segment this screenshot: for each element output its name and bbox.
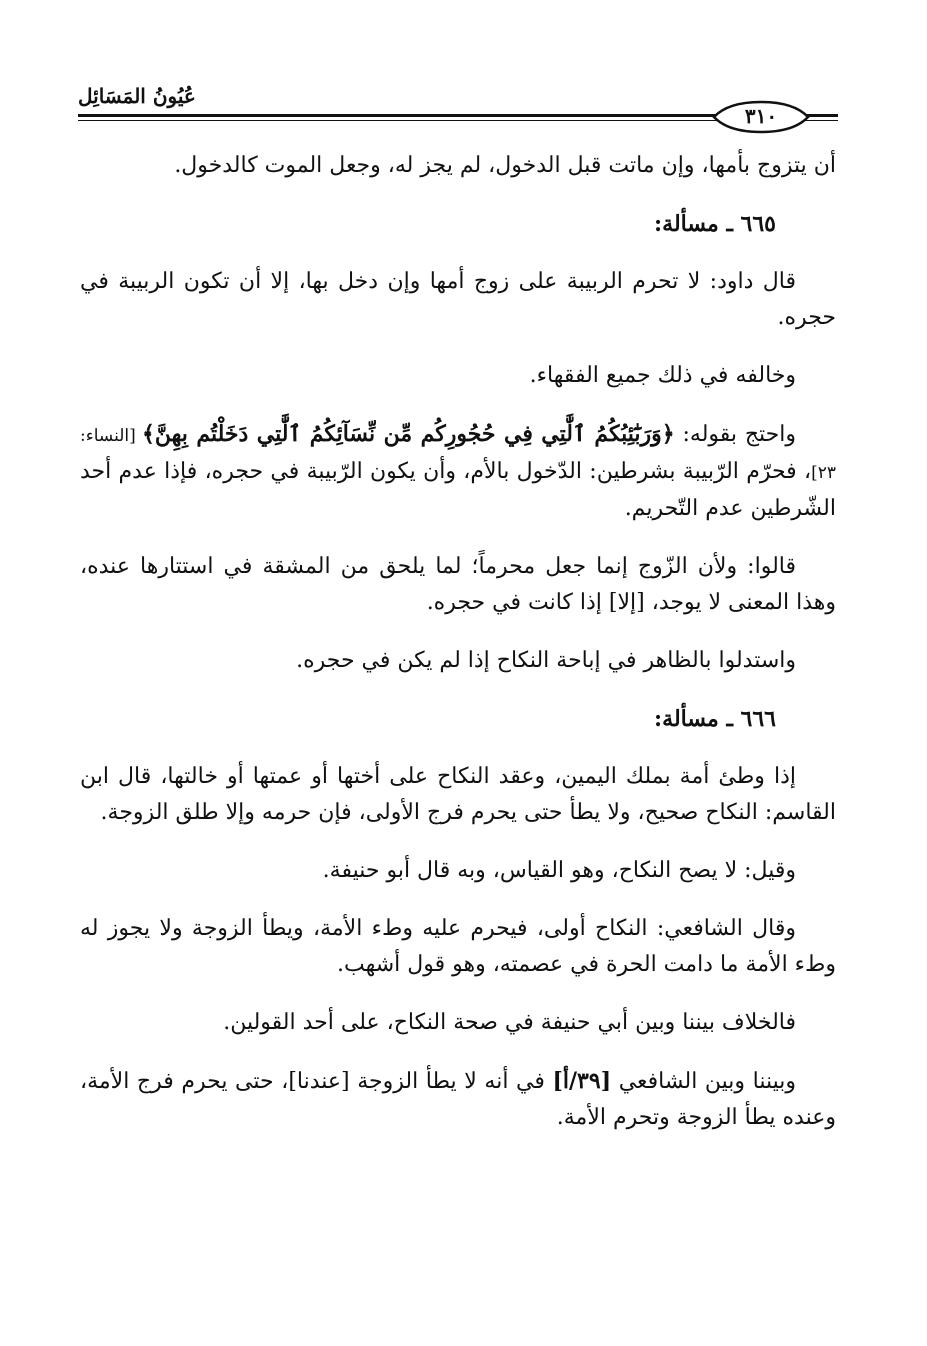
issue-heading: ٦٦٦ ـ مسألة: (654, 706, 776, 732)
paragraph: وخالفه في ذلك جميع الفقهاء. (529, 363, 796, 388)
paragraph: وقال الشافعي: النكاح أولى، فيحرم عليه وطء الأمة، ويطأ الزوجة ولا يجوز له وطء الأمة ما دامت الحرة في عصمته، وهو قول أشهب. (80, 916, 836, 977)
paragraph (80, 416, 836, 527)
paragraph: قال داود: لا تحرم الربيبة على زوج أمها وإن دخل بها، إلا أن تكون الربيبة في حجره. (80, 269, 836, 330)
page-content (80, 148, 836, 1158)
manuscript-folio-marker: [٣٩/أ] (552, 1068, 612, 1094)
paragraph-text: وبيننا وبين الشافعي (611, 1069, 797, 1094)
paragraph: قالوا: ولأن الزّوج إنما جعل محرماً؛ لما يلحق من المشقة في استتارها عنده، وهذا المعنى لا يوجد، [إلا] إذا كانت في حجره. (80, 554, 836, 615)
header-rule-thin (78, 120, 718, 121)
paragraph-text: في أنه لا يطأ الزوجة [عندنا]، حتى يحرم فرج الأمة، وعنده يطأ الزوجة وتحرم الأمة. (80, 1069, 836, 1130)
page-header (78, 78, 838, 138)
paragraph-text: ، فحرّم الرّبيبة بشرطين: الدّخول بالأم، وأن يكون الرّبيبة في حجره، فإذا عدم أحد الشّرطين عدم التّحريم. (80, 459, 836, 521)
book-title: عُيُونُ المَسَائِل (78, 84, 196, 108)
verse-reference: [النساء: ٢٣] (80, 426, 836, 483)
paragraph-text: واحتج بقوله: (674, 422, 796, 447)
paragraph: وقيل: لا يصح النكاح، وهو القياس، وبه قال أبو حنيفة. (322, 858, 796, 883)
paragraph: إذا وطئ أمة بملك اليمين، وعقد النكاح على أختها أو عمتها أو خالتها، قال ابن القاسم: النكاح صحيح، ولا يطأ حتى يحرم فرج الأولى، فإن حرمه وإلا طلق الزوجة. (80, 764, 836, 825)
quran-verse: ﴿وَرَبَٰٓئِبُكُمُ ٱلَّٰتِي فِي حُجُورِكُم مِّن نِّسَآئِكُمُ ٱلَّٰتِي دَخَلْتُم بِهِنَّ﴾ (141, 421, 675, 447)
paragraph: أن يتزوج بأمها، وإن ماتت قبل الدخول، لم يجز له، وجعل الموت كالدخول. (174, 153, 836, 178)
paragraph: واستدلوا بالظاهر في إباحة النكاح إذا لم يكن في حجره. (296, 648, 796, 673)
page-number: ٣١٠ (744, 104, 778, 128)
paragraph: فالخلاف بيننا وبين أبي حنيفة في صحة النكاح، على أحد القولين. (223, 1010, 796, 1035)
header-rule-thick (78, 114, 718, 117)
paragraph (80, 1063, 836, 1136)
page-number-frame (706, 100, 816, 134)
issue-heading: ٦٦٥ ـ مسألة: (654, 211, 776, 237)
